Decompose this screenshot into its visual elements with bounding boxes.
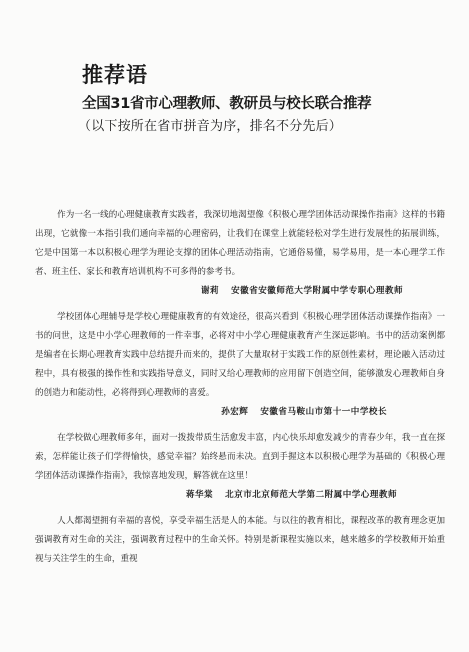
endorsement-text: 作为一名一线的心理健康教育实践者，我深切地渴望像《积极心理学团体活动课操作指南》这样的书籍出现，它就像一本指引我们通向幸福的心理密码，让我们在课堂上就能轻松对学生进行发展性的拓展训练，它是中国第一本以积极心理学为理论支撑的团体心理活动指南，它通俗易懂，易学易用，是一本心理学工作者、班主任、家长和教育培训机构不可多得的参考书。 xyxy=(35,210,445,277)
endorsement-signature xyxy=(35,486,445,504)
endorsement-signature xyxy=(35,282,445,300)
endorsement-text: 人人都渴望拥有幸福的喜悦，享受幸福生活是人的本能。与以往的教育相比，课程改革的教育理念更加强调教育对生命的关注，强调教育过程中的生命关怀。特别是新课程实施以来，越来越多的学校教师开始重视与关注学生的生命，重视 xyxy=(35,516,445,564)
page-header xyxy=(78,62,462,138)
author-affiliation: 北京市北京师范大学第二附属中学心理教师 xyxy=(225,490,397,500)
endorsement-list xyxy=(35,206,445,569)
author-name: 孙宏辉 xyxy=(221,407,249,417)
author-affiliation: 安徽省马鞍山市第十一中学校长 xyxy=(260,407,387,417)
endorsement-text: 学校团体心理辅导是学校心理健康教育的有效途径，很高兴看到《积极心理学团体活动课操作指南》一书的问世，这是中小学心理教师的一件幸事，必将对中小学心理健康教育产生深远影响。书中的活动案例都是编者在长期心理教育实践中总结提升而来的，提供了大量取材于实践工作的原创性素材，理论融入活动过程中，具有极强的操作性和实践指导意义，同时又给心理教师的应用留下创造空间，能够激发心理教师自身的创造力和能动性，必将得到心理教师的喜爱。 xyxy=(35,312,445,398)
page-title: 推荐语 xyxy=(82,63,148,87)
endorsement-signature xyxy=(35,403,445,421)
author-name: 谢莉 xyxy=(201,286,220,296)
ordering-note: （以下按所在省市拼音为序，排名不分先后） xyxy=(78,119,343,134)
endorsement-text: 在学校做心理教师多年，面对一拨拨带质生活愈发丰富，内心快乐却愈发减少的青春少年，我一直在探索，怎样能让孩子们学得愉快，感觉幸福？始终悬而未决。直到手握这本以积极心理学为基础的《积极心理学团体活动课操作指南》，我惊喜地发现，解答就在这里！ xyxy=(35,433,445,481)
author-affiliation: 安徽省安徽师范大学附属中学专职心理教师 xyxy=(231,286,403,296)
author-name: 蒋华棠 xyxy=(185,490,214,500)
page-subtitle: 全国31省市心理教师、教研员与校长联合推荐 xyxy=(82,96,372,112)
